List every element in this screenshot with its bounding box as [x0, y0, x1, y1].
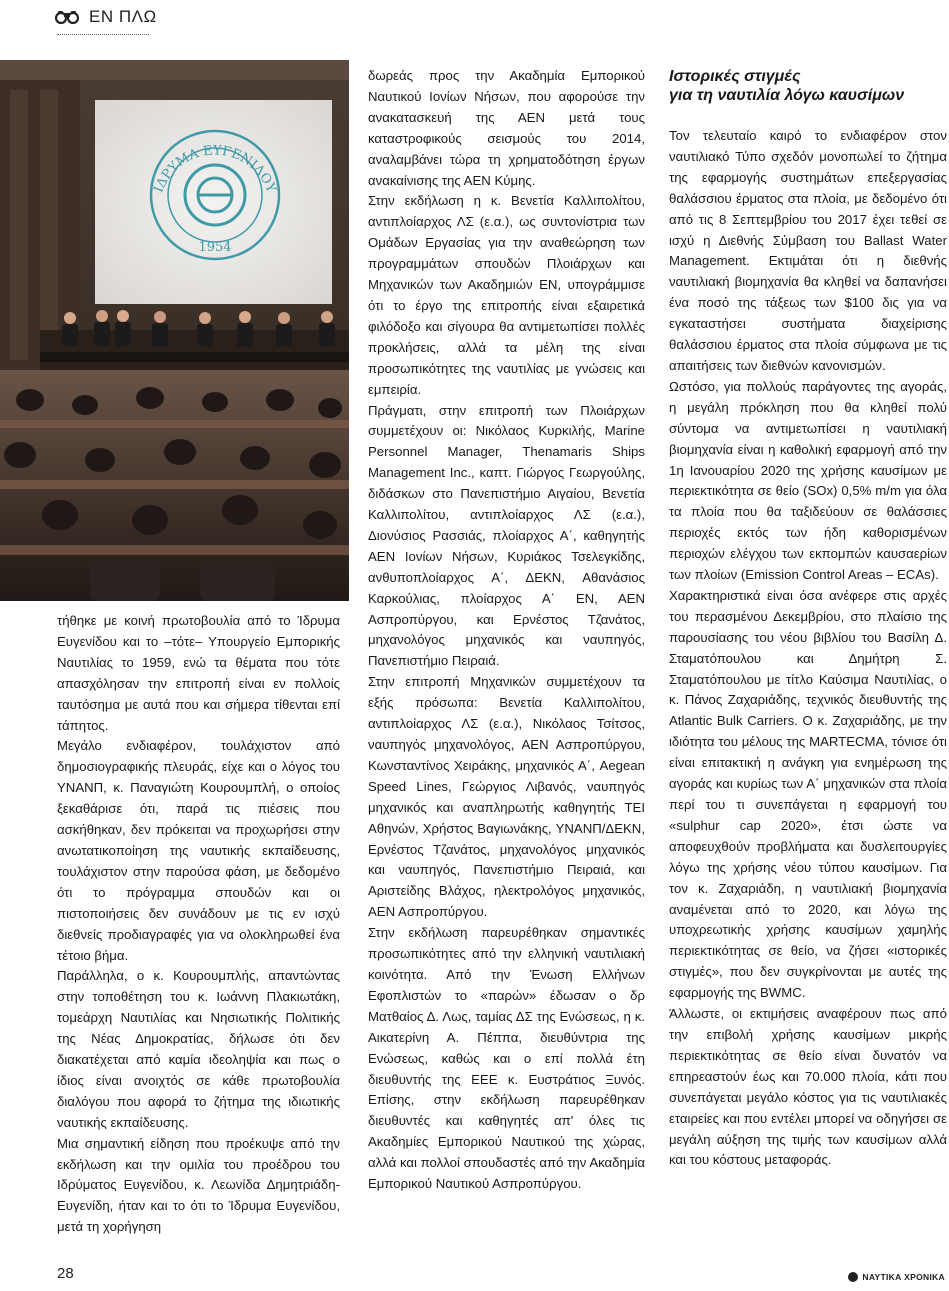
paragraph: Στην εκδήλωση η κ. Βενετία Καλλιπολίτου, αντιπλοίαρχος ΛΣ (ε.α.), ως συντονίστρια των Ομάδων Εργασίας για την αναθεώρηση των προγραμμάτων σπουδών Πλοιάρχων και Μηχανικών των Ακαδημιών ΕΝ, υπογράμμισε ότι το έργο της επιτροπής είναι εξαιρετικά φιλόδοξο και σίγουρα θα αντιμετωπίσει πολλές προκλήσεις, αλλά τα μέλη της είναι προσωπικότητες της ναυτιλίας με γνώσεις και εμπειρία. [368, 193, 645, 397]
article-column-2 [368, 66, 645, 1195]
section-heading-line-2: για τη ναυτιλία λόγω καυσίμων [669, 87, 905, 104]
paragraph: Ωστόσο, για πολλούς παράγοντες της αγοράς, η μεγάλη πρόκληση που θα κληθεί πολύ σύντομα να αντιμετωπίσει η ναυτιλιακή βιομηχανία είναι η καθολική εφαρμογή από την 1η Ιανουαρίου 2020 της χρήσης καυσίμων με περιεκτικότητα σε θείο (SOx) 0,5% m/m για όλα τα πλοία που θα ταξιδεύουν σε θαλάσσιες περιοχές εκτός των ήδη καθορισμένων περιοχών ελέγχου των εκπομπών καυσαερίων των πλοίων (Emission Control Areas – ECAs). [669, 378, 947, 583]
section-label: ΕΝ ΠΛΩ [89, 7, 157, 26]
event-photo-illustration [0, 60, 349, 601]
seal-arc-text: ΙΔΡΥΜΑ ΕΥΓΕΝΙΔΟΥ [151, 143, 279, 195]
section-header [55, 2, 157, 32]
brand-logo-icon [848, 1272, 858, 1282]
article-column-3 [669, 126, 947, 1171]
page-number: 28 [57, 1265, 74, 1282]
paragraph: τήθηκε με κοινή πρωτοβουλία από το Ίδρυμα Ευγενίδου και το –τότε– Υπουργείο Εμπορικής Ναυτιλίας το 1959, ενώ τα θέματα που τότε απασχόλησαν την επιτροπή είναι εν πολλοίς ταυτόσημα με αυτά που και σήμερα τίθενται επί τάπητος. [57, 613, 340, 733]
header-dotted-rule [57, 34, 149, 35]
paragraph: Χαρακτηριστικά είναι όσα ανέφερε στις αρχές του περασμένου Δεκεμβρίου, στο πλαίσιο της παρουσίασης του νέου βιβλίου του Βασίλη Δ. Σταματόπουλου και Δημήτρη Σ. Σταματόπουλου με τίτλο Καύσιμα Ναυτιλίας, ο κ. Πάνος Ζαχαριάδης, τεχνικός διευθυντής της Atlantic Bulk Carriers. Ο κ. Ζαχαριάδης, με την ιδιότητα του μέλους της MARTECMA, τόνισε ότι είναι επιτακτική η ανάγκη για ενημέρωση της αγοράς και κυρίως των Α΄ μηχανικών στα πλοία περί του τι συνεπάγεται η εφαρμογή του «sulphur cap 2020», έτσι ώστε να αποφευχθούν προβλήματα και δυσλειτουργίες λόγω της χρήσης νέου τύπου καυσίμων. Για τον κ. Ζαχαριάδη, η ναυτιλιακή βιομηχανία αναμένεται από το 2020, και λόγω της υποχρεωτικής χρήσης καυσίμων χαμηλής περιεκτικότητας σε θείο, να ζήσει «ιστορικές στιγμές», που δεν συγκρίνονται με αυτές της εφαρμογής της BWMC. [669, 587, 947, 1001]
binoculars-icon [55, 10, 79, 24]
article-column-1 [57, 611, 340, 1238]
paragraph: δωρεάς προς την Ακαδημία Εμπορικού Ναυτικού Ιονίων Νήσων, που αφορούσε την ανακατασκευή της ΑΕΝ μετά τους καταστροφικούς σεισμούς του 2014, αναλαμβάνει τώρα τη χρηματοδότηση έργων ανακαίνισης της ΑΕΝ Κύμης. [368, 68, 645, 188]
paragraph: Παράλληλα, ο κ. Κουρουμπλής, απαντώντας στην τοποθέτηση του κ. Ιωάννη Πλακιωτάκη, τομεάρχη Ναυτιλίας και Νησιωτικής Πολιτικής της Νέας Δημοκρατίας, δήλωσε ότι δεν διακατέχεται από καμία ιδεοληψία και πως ο ίδιος είναι ανοιχτός σε κάθε πρωτοβουλία διαλόγου που αφορά το ζήτημα της ιδιωτικής ναυτικής εκπαίδευσης. [57, 968, 340, 1130]
footer-brand [848, 1272, 945, 1282]
brand-name: ΝΑΥΤΙΚΑ ΧΡΟΝΙΚΑ [862, 1272, 945, 1282]
event-photo [0, 60, 349, 601]
paragraph: Στην επιτροπή Μηχανικών συμμετέχουν τα εξής πρόσωπα: Βενετία Καλλιπολίτου, αντιπλοίαρχος ΛΣ (ε.α.), Νικόλαος Τσίτσος, ναυπηγός μηχανολόγος, ΑΕΝ Ασπροπύργου, Κωνσταντίνος Χειράκης, μηχανικός Α΄, Aegean Speed Lines, Γεώργιος Λιβανός, ναυπηγός μηχανικός και αναπληρωτής καθηγητής ΤΕΙ Αθηνών, Χρήστος Βαγιωνάκης, ΥΝΑΝΠ/ΔΕΚΝ, Ερνέστος Τζανάτος, μηχανολόγος μηχανικός και ναυπηγός, Πανεπιστήμιο Πειραιά, και Αριστείδης Βλάχος, ηλεκτρολόγος μηχανικός, ΑΕΝ Ασπροπύργου. [368, 674, 645, 920]
paragraph: Άλλωστε, οι εκτιμήσεις αναφέρουν πως από την επιβολή χρήσης καυσίμων μικρής περιεκτικότητας σε θείο είναι δυνατόν να επηρεαστούν έως και 70.000 πλοία, κάτι που συνεπάγεται μεγάλο κόστος για τις ναυτιλιακές εταιρείες και που εντέλει μπορεί να οδηγήσει σε μεγάλη αύξηση της τιμής των καυσίμων αλλά και του κόστους μεταφοράς. [669, 1006, 947, 1168]
paragraph: Τον τελευταίο καιρό το ενδιαφέρον στον ναυτιλιακό Τύπο σχεδόν μονοπωλεί το ζήτημα της εφαρμογής συστημάτων επεξεργασίας θαλάσσιου έρματος στα πλοία, με δεδομένο ότι από τις 8 Σεπτεμβρίου του 2017 έχει τεθεί σε ισχύ η Διεθνής Σύμβαση του Ballast Water Management. Εκτιμάται ότι η διεθνής ναυτιλιακή βιομηχανία θα κληθεί να δαπανήσει ένα ποσό της τάξεως των $100 δις για να εγκαταστήσει συστήματα διαχείρισης θαλάσσιου έρματος στα πλοία σύμφωνα με τις απαιτήσεις των διεθνών κανονισμών. [669, 128, 947, 373]
paragraph: Πράγματι, στην επιτροπή των Πλοιάρχων συμμετέχουν οι: Νικόλαος Κυρκιλής, Marine Personnel Manager, Thenamaris Ships Management Inc., καπτ. Γιώργος Γεωργούλης, διδάσκων στο Πανεπιστήμιο Αιγαίου, Βενετία Καλλιπολίτου, αντιπλοίαρχος ΛΣ (ε.α.), Διονύσιος Ρασσιάς, πλοίαρχος Α΄, καθηγητής ΑΕΝ Ιονίων Νήσων, Κυριάκος Τσελεγκίδης, ανθυποπλοίαρχος Α΄, ΔΕΚΝ, Αθανάσιος Καρκούλιας, πλοίαρχος Α΄ ΕΝ, ΑΕΝ Ασπροπύργου, και Ερνέστος Τζανάτος, μηχανολόγος μηχανικός και ναυπηγός, Πανεπιστήμιο Πειραιά. [368, 402, 645, 669]
section-heading-line-1: Ιστορικές στιγμές [669, 68, 801, 85]
paragraph: Μια σημαντική είδηση που προέκυψε από την εκδήλωση και την ομιλία του προέδρου του Ιδρύματος Ευγενίδου, κ. Λεωνίδα Δημητριάδη-Ευγενίδη, ήταν και το ότι το Ίδρυμα Ευγενίδου, μετά τη χορήγηση [57, 1135, 340, 1235]
paragraph: Στην εκδήλωση παρευρέθηκαν σημαντικές προσωπικότητες από την ελληνική ναυτιλιακή κοινότητα. Από την Ένωση Ελλήνων Εφοπλιστών το «παρών» έδωσαν ο δρ Ματθαίος Δ. Λως, ταμίας ΔΣ της Ενώσεως, η κ. Αικατερίνη Α. Πέππα, διευθύντρια της Ενώσεως, καθώς και ο επί πολλά έτη διευθυντής της ΕΕΕ κ. Ευστράτιος Ξυνός. Επίσης, στην εκδήλωση παρευρέθηκαν διευθυντές και καθηγητές απ' όλες τις Ακαδημίες Εμπορικού Ναυτικού της χώρας, αλλά και πολλοί σπουδαστές από την Ακαδημία Εμπορικού Ναυτικού Ασπροπύργου. [368, 925, 645, 1192]
seal-year: 1954 [198, 240, 232, 255]
paragraph: Μεγάλο ενδιαφέρον, τουλάχιστον από δημοσιογραφικής πλευράς, είχε και ο λόγος του ΥΝΑΝΠ, κ. Παναγιώτη Κουρουμπλή, ο οποίος ξεκαθάρισε ότι, παρά τις πιέσεις που ασκήθηκαν, δεν πρόκειται να προχωρήσει στην ανωτατικοποίηση της ναυτικής εκπαίδευσης, τουλάχιστον στην παρούσα φάση, με δεδομένο ότι το πρόγραμμα σπουδών και οι πιστοποιήσεις δεν συνάδουν με τις εν ισχύ διεθνείς προδιαγραφές για να ολοκληρωθεί ένα τέτοιο βήμα. [57, 738, 340, 963]
section-heading [669, 67, 947, 105]
